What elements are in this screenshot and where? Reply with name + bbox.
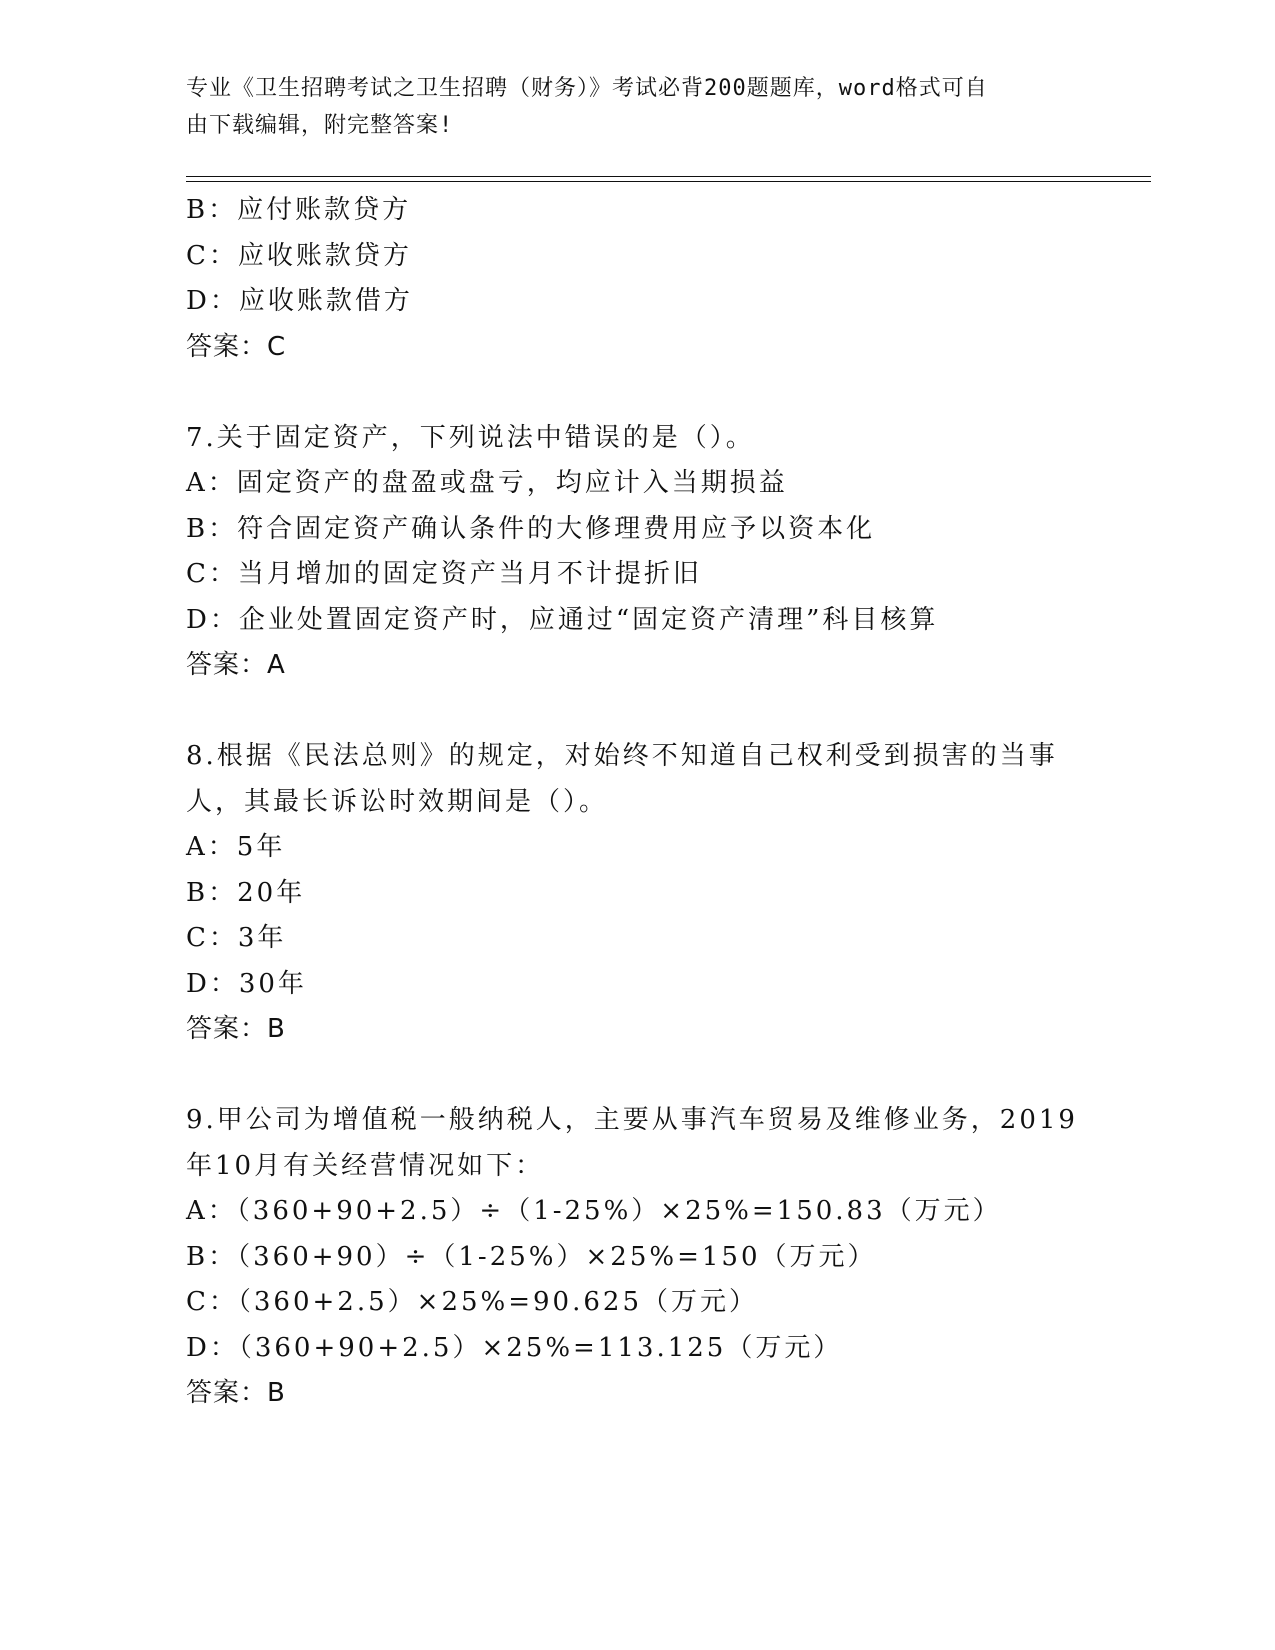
header-divider-top <box>186 176 1151 177</box>
question-7-block <box>186 416 1086 689</box>
document-header <box>186 70 1066 144</box>
q8-option-a: A：5年 <box>186 832 286 862</box>
q7-option-d: D：企业处置固定资产时，应通过“固定资产清理”科目核算 <box>186 604 939 635</box>
q8-option-c: C：3年 <box>186 923 287 953</box>
q7-option-a: A：固定资产的盘盈或盘亏，均应计入当期损益 <box>186 468 788 498</box>
header-line-1: 专业《卫生招聘考试之卫生招聘（财务）》考试必背200题题库，word格式可自 <box>186 76 988 101</box>
q7-option-b: B：符合固定资产确认条件的大修理费用应予以资本化 <box>186 513 876 544</box>
spacer <box>186 689 1086 735</box>
q8-stem-line-2: 人，其最长诉讼时效期间是（）。 <box>186 786 609 817</box>
q9-stem-line-1: 9.甲公司为增值税一般纳税人，主要从事汽车贸易及维修业务，2019 <box>186 1105 1078 1135</box>
question-9-block <box>186 1098 1086 1417</box>
q7-stem-line-1: 7.关于固定资产，下列说法中错误的是（）。 <box>186 422 755 453</box>
question-6-block <box>186 188 1086 370</box>
q9-option-b: B：（360+90）÷（1-25%）×25%=150（万元） <box>186 1241 877 1272</box>
q6-option-c: C：应收账款贷方 <box>186 240 412 271</box>
question-8-block <box>186 734 1086 1053</box>
q7-answer: 答案：A <box>186 650 286 680</box>
q6-answer: 答案：C <box>186 331 287 362</box>
q8-option-b: B：20年 <box>186 877 306 908</box>
q9-option-a: A：（360+90+2.5）÷（1-25%）×25%=150.83（万元） <box>186 1196 1002 1226</box>
q9-stem-line-2: 年10月有关经营情况如下： <box>186 1150 545 1181</box>
q8-stem-line-1: 8.根据《民法总则》的规定，对始终不知道自己权利受到损害的当事 <box>186 741 1058 771</box>
q8-option-d: D：30年 <box>186 968 307 999</box>
q9-option-c: C：（360+2.5）×25%=90.625（万元） <box>186 1287 758 1317</box>
header-line-2: 由下载编辑，附完整答案! <box>186 113 454 138</box>
q9-answer: 答案：B <box>186 1378 286 1408</box>
document-body <box>186 188 1086 1417</box>
q6-option-b: B：应付账款贷方 <box>186 195 412 225</box>
q9-option-d: D：（360+90+2.5）×25%=113.125（万元） <box>186 1332 843 1363</box>
q6-option-d: D：应收账款借方 <box>186 286 413 316</box>
q8-answer: 答案：B <box>186 1014 286 1044</box>
spacer <box>186 1053 1086 1099</box>
q7-option-c: C：当月增加的固定资产当月不计提折旧 <box>186 559 702 589</box>
header-divider-bottom <box>186 181 1151 182</box>
spacer <box>186 370 1086 416</box>
